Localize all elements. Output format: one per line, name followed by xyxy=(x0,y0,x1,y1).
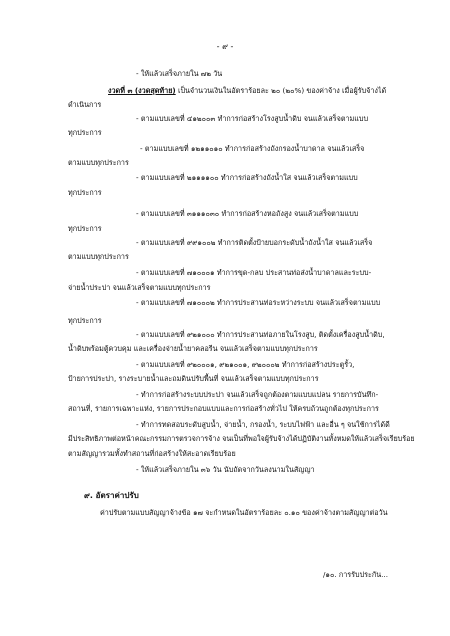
text-line-content: - ตามแบบเลขที่ ๔๑๒๐๐๓ ทำการก่อสร้างโรงสูบน้ำดิบ จนแล้วเสร็จตามแบบ xyxy=(136,114,369,123)
text-line xyxy=(136,330,385,339)
section-paragraph: ค่าปรับตามแบบสัญญาจ้างข้อ ๑๗ จะกำหนดในอัตราร้อยละ ๐.๑๐ ของค่าจ้างตามสัญญาต่อวัน xyxy=(100,508,388,517)
text-line-content: เป็นจำนวนเงินในอัตราร้อยละ ๒๐ (๒๐%) ของค่าจ้าง เมื่อผู้รับจ้างได้ xyxy=(175,86,387,95)
page-number: - ๙ - xyxy=(216,42,234,51)
text-line-content: - ให้แล้วเสร็จภายใน ๗๒ วัน xyxy=(136,69,223,78)
text-line-content: ดำเนินการ xyxy=(68,100,102,109)
text-line xyxy=(108,86,386,95)
text-line xyxy=(68,434,415,443)
text-line-content: - ตามแบบเลขที่ ๗๑๐๐๐๒ ทำการประสานท่อระหว่างระบบ จนแล้วเสร็จตามแบบ xyxy=(136,298,381,307)
text-line xyxy=(136,360,354,369)
text-line-content: - ตามแบบเลขที่ ๒๑๑๑๑๐๐ ทำการก่อสร้างถังน้ำใส จนแล้วเสร็จตามแบบ xyxy=(136,173,358,182)
text-line-content: - ตามแบบเลขที่ ๑๒๑๑๐๑๐ ทำการก่อสร้างถังกรองน้ำบาดาล จนแล้วเสร็จ xyxy=(140,144,365,153)
text-line-content: ป้ายการประปา, รางระบายน้ำและถมดินปรับพื้นที่ จนแล้วเสร็จตามแบบทุกประการ xyxy=(68,374,319,383)
text-line-content: สถานที่, รายการเฉพาะแห่ง, รายการประกอบแบบและการก่อสร้างทั่วไป ให้ครบถ้วนถูกต้องทุกประการ xyxy=(68,404,379,413)
text-line xyxy=(68,404,379,413)
text-line-content: น้ำดิบพร้อมตู้ควบคุม และเครื่องจ่ายน้ำยาคลอรีน จนแล้วเสร็จตามแบบทุกประการ xyxy=(68,344,318,353)
text-line-content: - ตามแบบเลขที่ ๙๙๑๐๐๒ ทำการติดตั้งป้ายบอกระดับน้ำถังน้ำใส จนแล้วเสร็จ xyxy=(136,238,373,247)
text-line xyxy=(136,69,222,78)
text-line xyxy=(68,100,101,109)
text-line xyxy=(136,298,380,307)
text-line xyxy=(68,188,102,197)
text-line-content: - ทำการก่อสร้างระบบประปา จนแล้วเสร็จถูกต้องตามแบบแปลน รายการบันทึก- xyxy=(136,390,379,399)
text-line xyxy=(68,128,102,137)
text-line-content: ตามแบบทุกประการ xyxy=(68,158,129,167)
text-line-content: ทุกประการ xyxy=(68,316,102,325)
text-line xyxy=(136,465,315,474)
text-line xyxy=(136,268,371,277)
text-line xyxy=(68,344,318,353)
text-line-content: มีประสิทธิภาพต่อหน้าคณะกรรมการตรวจการจ้าง จนเป็นที่พอใจผู้รับจ้างได้ปฏิบัติงานทั้งหมดให้แล้วเสร็จเรียบร้อย xyxy=(68,434,415,443)
text-line xyxy=(136,114,368,123)
text-line-content: ทุกประการ xyxy=(68,188,102,197)
text-line xyxy=(136,390,378,399)
text-line xyxy=(68,316,102,325)
text-line xyxy=(68,252,129,261)
page-footer: /๑๐. การรับประกัน... xyxy=(322,570,388,579)
text-line-content: - ตามแบบเลขที่ ๗๑๐๐๐๑ ทำการขุด-กลบ ประสานท่อส่งน้ำบาดาลและระบบ- xyxy=(136,268,372,277)
text-line xyxy=(68,158,129,167)
text-line xyxy=(68,374,319,383)
text-line-content: ตามแบบทุกประการ xyxy=(68,252,129,261)
text-line xyxy=(136,238,372,247)
text-line-content: - ให้แล้วเสร็จภายใน ๓๖ วัน นับถัดจากวันลงนามในสัญญา xyxy=(136,465,315,474)
text-line xyxy=(68,449,236,458)
text-line-content: - ตามแบบเลขที่ ๙๒๑๐๐๐ ทำการประสานท่อภายในโรงสูบ, ติดตั้งเครื่องสูบน้ำดิบ, xyxy=(136,330,385,339)
text-line-content: จ่ายน้ำประปา จนแล้วเสร็จตามแบบทุกประการ xyxy=(68,283,211,292)
text-line xyxy=(68,283,211,292)
text-line-content: ทุกประการ xyxy=(68,128,102,137)
installment-heading: งวดที่ ๓ (งวดสุดท้าย) xyxy=(108,86,176,95)
section-heading: ๙. อัตราค่าปรับ xyxy=(84,491,139,500)
text-line-content: ตามสัญญารวมทั้งทำสถานที่ก่อสร้างให้สะอาดเรียบร้อย xyxy=(68,449,236,458)
text-line-content: - ตามแบบเลขที่ ๙๒๐๐๐๑, ๙๒๑๐๐๑, ๙๒๐๐๐๒ ทำการก่อสร้างประตูรั้ว, xyxy=(136,360,355,369)
text-line-content: - ทำการทดสอบระดับสูบน้ำ, จ่ายน้ำ, กรองน้ำ, ระบบไฟฟ้า และอื่น ๆ จนใช้การได้ดี xyxy=(136,420,390,429)
text-line xyxy=(136,420,390,429)
text-line xyxy=(136,209,358,218)
text-line xyxy=(68,224,102,233)
text-line xyxy=(140,144,364,153)
text-line-content: - ตามแบบเลขที่ ๓๑๑๑๐๓๐ ทำการก่อสร้างหอถังสูง จนแล้วเสร็จตามแบบ xyxy=(136,209,359,218)
text-line xyxy=(136,173,358,182)
text-line-content: ทุกประการ xyxy=(68,224,102,233)
